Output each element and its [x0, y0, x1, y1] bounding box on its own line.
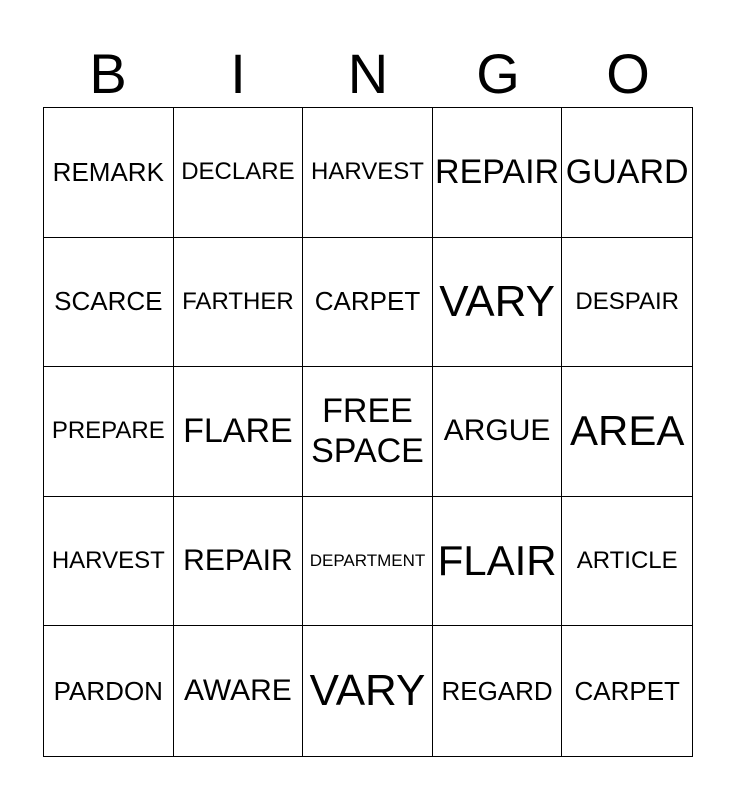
bingo-cell: REGARD — [433, 626, 563, 756]
bingo-cell: ARTICLE — [562, 497, 692, 627]
header-letter-b: B — [89, 42, 127, 105]
bingo-cell: AWARE — [174, 626, 304, 756]
bingo-cell: FARTHER — [174, 238, 304, 368]
header-letter-g: G — [476, 42, 520, 105]
header-letter-i: I — [230, 42, 246, 105]
bingo-cell: REPAIR — [174, 497, 304, 627]
bingo-cell: CARPET — [574, 675, 680, 706]
bingo-cell: AREA — [562, 367, 692, 497]
bingo-cell: PARDON — [44, 626, 174, 756]
bingo-cell: FLARE — [174, 367, 304, 497]
bingo-cell: DESPAIR — [562, 238, 692, 368]
bingo-cell: REMARK — [44, 108, 174, 238]
bingo-cell: SCARCE — [44, 238, 174, 368]
bingo-cell: HARVEST — [44, 497, 174, 627]
bingo-cell: REPAIR — [433, 108, 563, 238]
bingo-cell: GUARD — [562, 108, 692, 238]
bingo-cell: VARY — [433, 238, 563, 368]
header-letter-n: N — [347, 42, 389, 105]
bingo-cell: CARPET — [303, 238, 433, 368]
bingo-cell: ARGUE — [433, 367, 563, 497]
bingo-cell: FLAIR — [433, 497, 563, 627]
bingo-cell: DECLARE — [174, 108, 304, 238]
bingo-grid — [43, 107, 693, 757]
bingo-header — [43, 40, 693, 108]
bingo-cell: DEPARTMENT — [303, 497, 433, 627]
bingo-cell: HARVEST — [303, 108, 433, 238]
bingo-cell: PREPARE — [44, 367, 174, 497]
bingo-cell: VARY — [303, 626, 433, 756]
free-space-cell: FREE SPACE — [303, 367, 433, 497]
header-letter-o: O — [606, 42, 650, 105]
